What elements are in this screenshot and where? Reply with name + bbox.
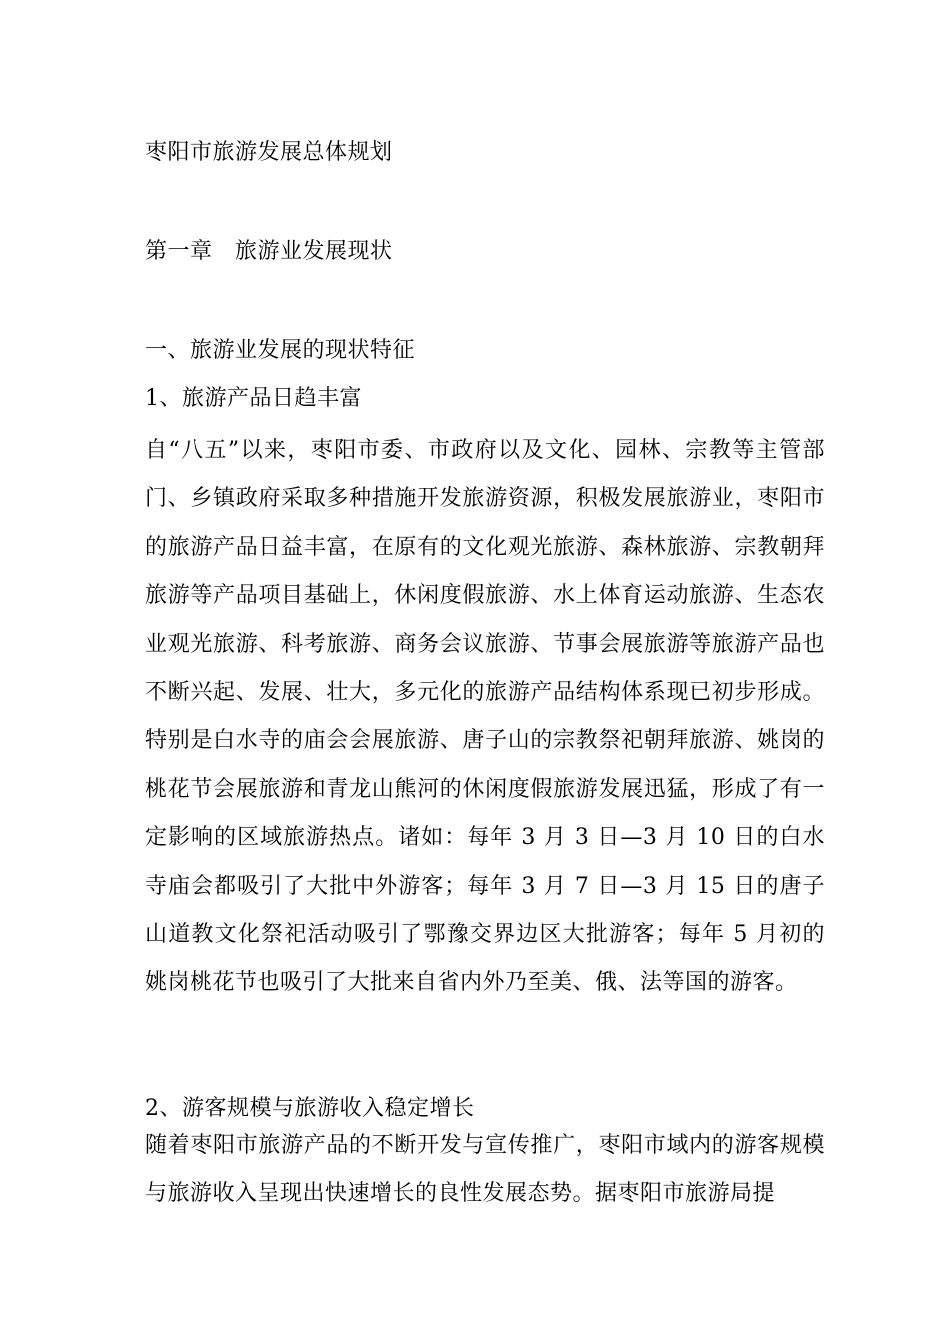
document-title: 枣阳市旅游发展总体规划 xyxy=(145,140,393,165)
body-paragraph-2: 随着枣阳市旅游产品的不断开发与宣传推广，枣阳市域内的游客规模与旅游收入呈现出快速增长的良性发展态势。据枣阳市旅游局提 xyxy=(145,1133,825,1207)
chapter-heading: 第一章 旅游业发展现状 xyxy=(145,239,393,264)
subsection-heading-2: 2、游客规模与旅游收入稳定增长 xyxy=(145,1096,475,1121)
subsection-heading-1: 1、旅游产品日趋丰富 xyxy=(145,386,362,411)
body-paragraph-1: 自“八五”以来，枣阳市委、市政府以及文化、园林、宗教等主管部门、乡镇政府采取多种措施开发旅游资源，积极发展旅游业，枣阳市的旅游产品日益丰富，在原有的文化观光旅游、森林旅游、宗教朝拜旅游等产品项目基础上，休闲度假旅游、水上体育运动旅游、生态农业观光旅游、科考旅游、商务会议旅游、节事会展旅游等旅游产品也不断兴起、发展、壮大，多元化的旅游产品结构体系现已初步形成。特别是白水寺的庙会会展旅游、唐子山的宗教祭祀朝拜旅游、姚岗的桃花节会展旅游和青龙山熊河的休闲度假旅游发展迅猛，形成了有一定影响的区域旅游热点。诸如：每年 3 月 3 日—3 月 10 日的白水寺庙会都吸引了大批中外游客；每年 3 月 7 日—3 月 15 日的唐子山道教文化祭祀活动吸引了鄂豫交界边区大批游客；每年 5 月初的姚岗桃花节也吸引了大批来自省内外乃至美、俄、法等国的游客。 xyxy=(145,438,825,996)
section-heading: 一、旅游业发展的现状特征 xyxy=(145,338,416,363)
